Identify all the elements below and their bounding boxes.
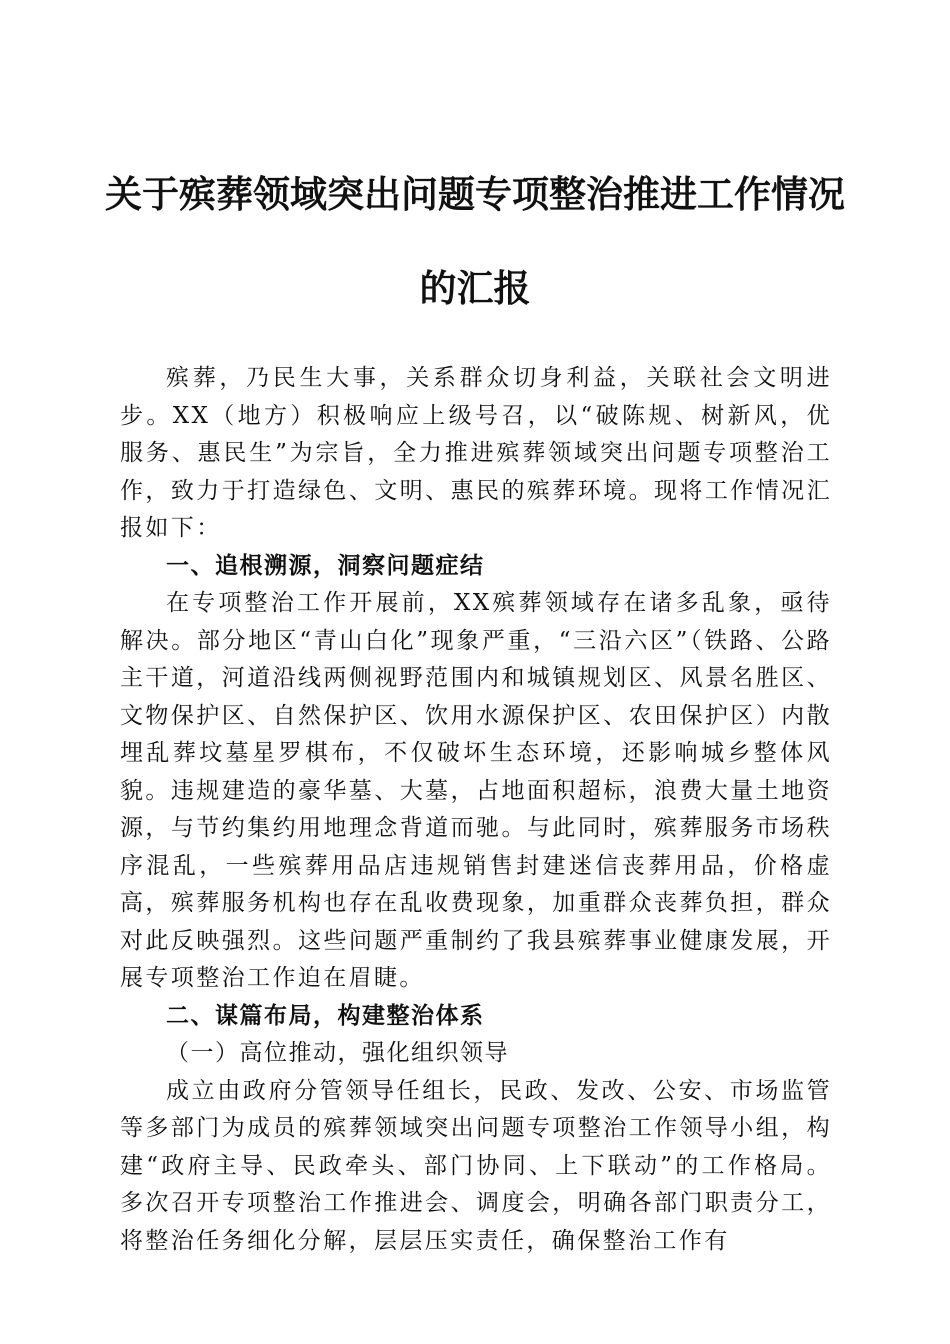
section-1-heading: 一、追根溯源，洞察问题症结: [166, 552, 485, 579]
document-title-line-1: 关于殡葬领域突出问题专项整治推进工作情况: [105, 172, 845, 216]
document-title-line-2: 的汇报: [419, 266, 531, 310]
document-body: [120, 360, 832, 1260]
section-2-paragraph: 成立由政府分管领导任组长，民政、发改、公安、市场监管等多部门为成员的殡葬领域突出问题专项整治工作领导小组，构建“政府主导、民政牵头、部门协同、上下联动”的工作格局。多次召开专项整治工作推进会、调度会，明确各部门职责分工，将整治任务细化分解，层层压实责任，确保整治工作有: [120, 1077, 832, 1254]
section-2-subheading: （一）高位推动，强化组织领导: [166, 1040, 509, 1066]
section-1-paragraph: 在专项整治工作开展前，XX殡葬领域存在诸多乱象，亟待解决。部分地区“青山白化”现象严重，“三沿六区”（铁路、公路主干道，河道沿线两侧视野范围内和城镇规划区、风景名胜区、文物保护区、自然保护区、饮用水源保护区、农田保护区）内散埋乱葬坟墓星罗棋布，不仅破坏生态环境，还影响城乡整体风貌。违规建造的豪华墓、大墓，占地面积超标，浪费大量土地资源，与节约集约用地理念背道而驰。与此同时，殡葬服务市场秩序混乱，一些殡葬用品店违规销售封建迷信丧葬用品，价格虚高，殡葬服务机构也存在乱收费现象，加重群众丧葬负担，群众对此反映强烈。这些问题严重制约了我县殡葬事业健康发展，开展专项整治工作迫在眉睫。: [120, 590, 832, 991]
section-2-heading: 二、谋篇布局，构建整治体系: [166, 1002, 485, 1029]
intro-paragraph: 殡葬，乃民生大事，关系群众切身利益，关联社会文明进步。XX（地方）积极响应上级号召，以“破陈规、树新风，优服务、惠民生”为宗旨，全力推进殡葬领域突出问题专项整治工作，致力于打造绿色、文明、惠民的殡葬环境。现将工作情况汇报如下：: [120, 365, 832, 541]
